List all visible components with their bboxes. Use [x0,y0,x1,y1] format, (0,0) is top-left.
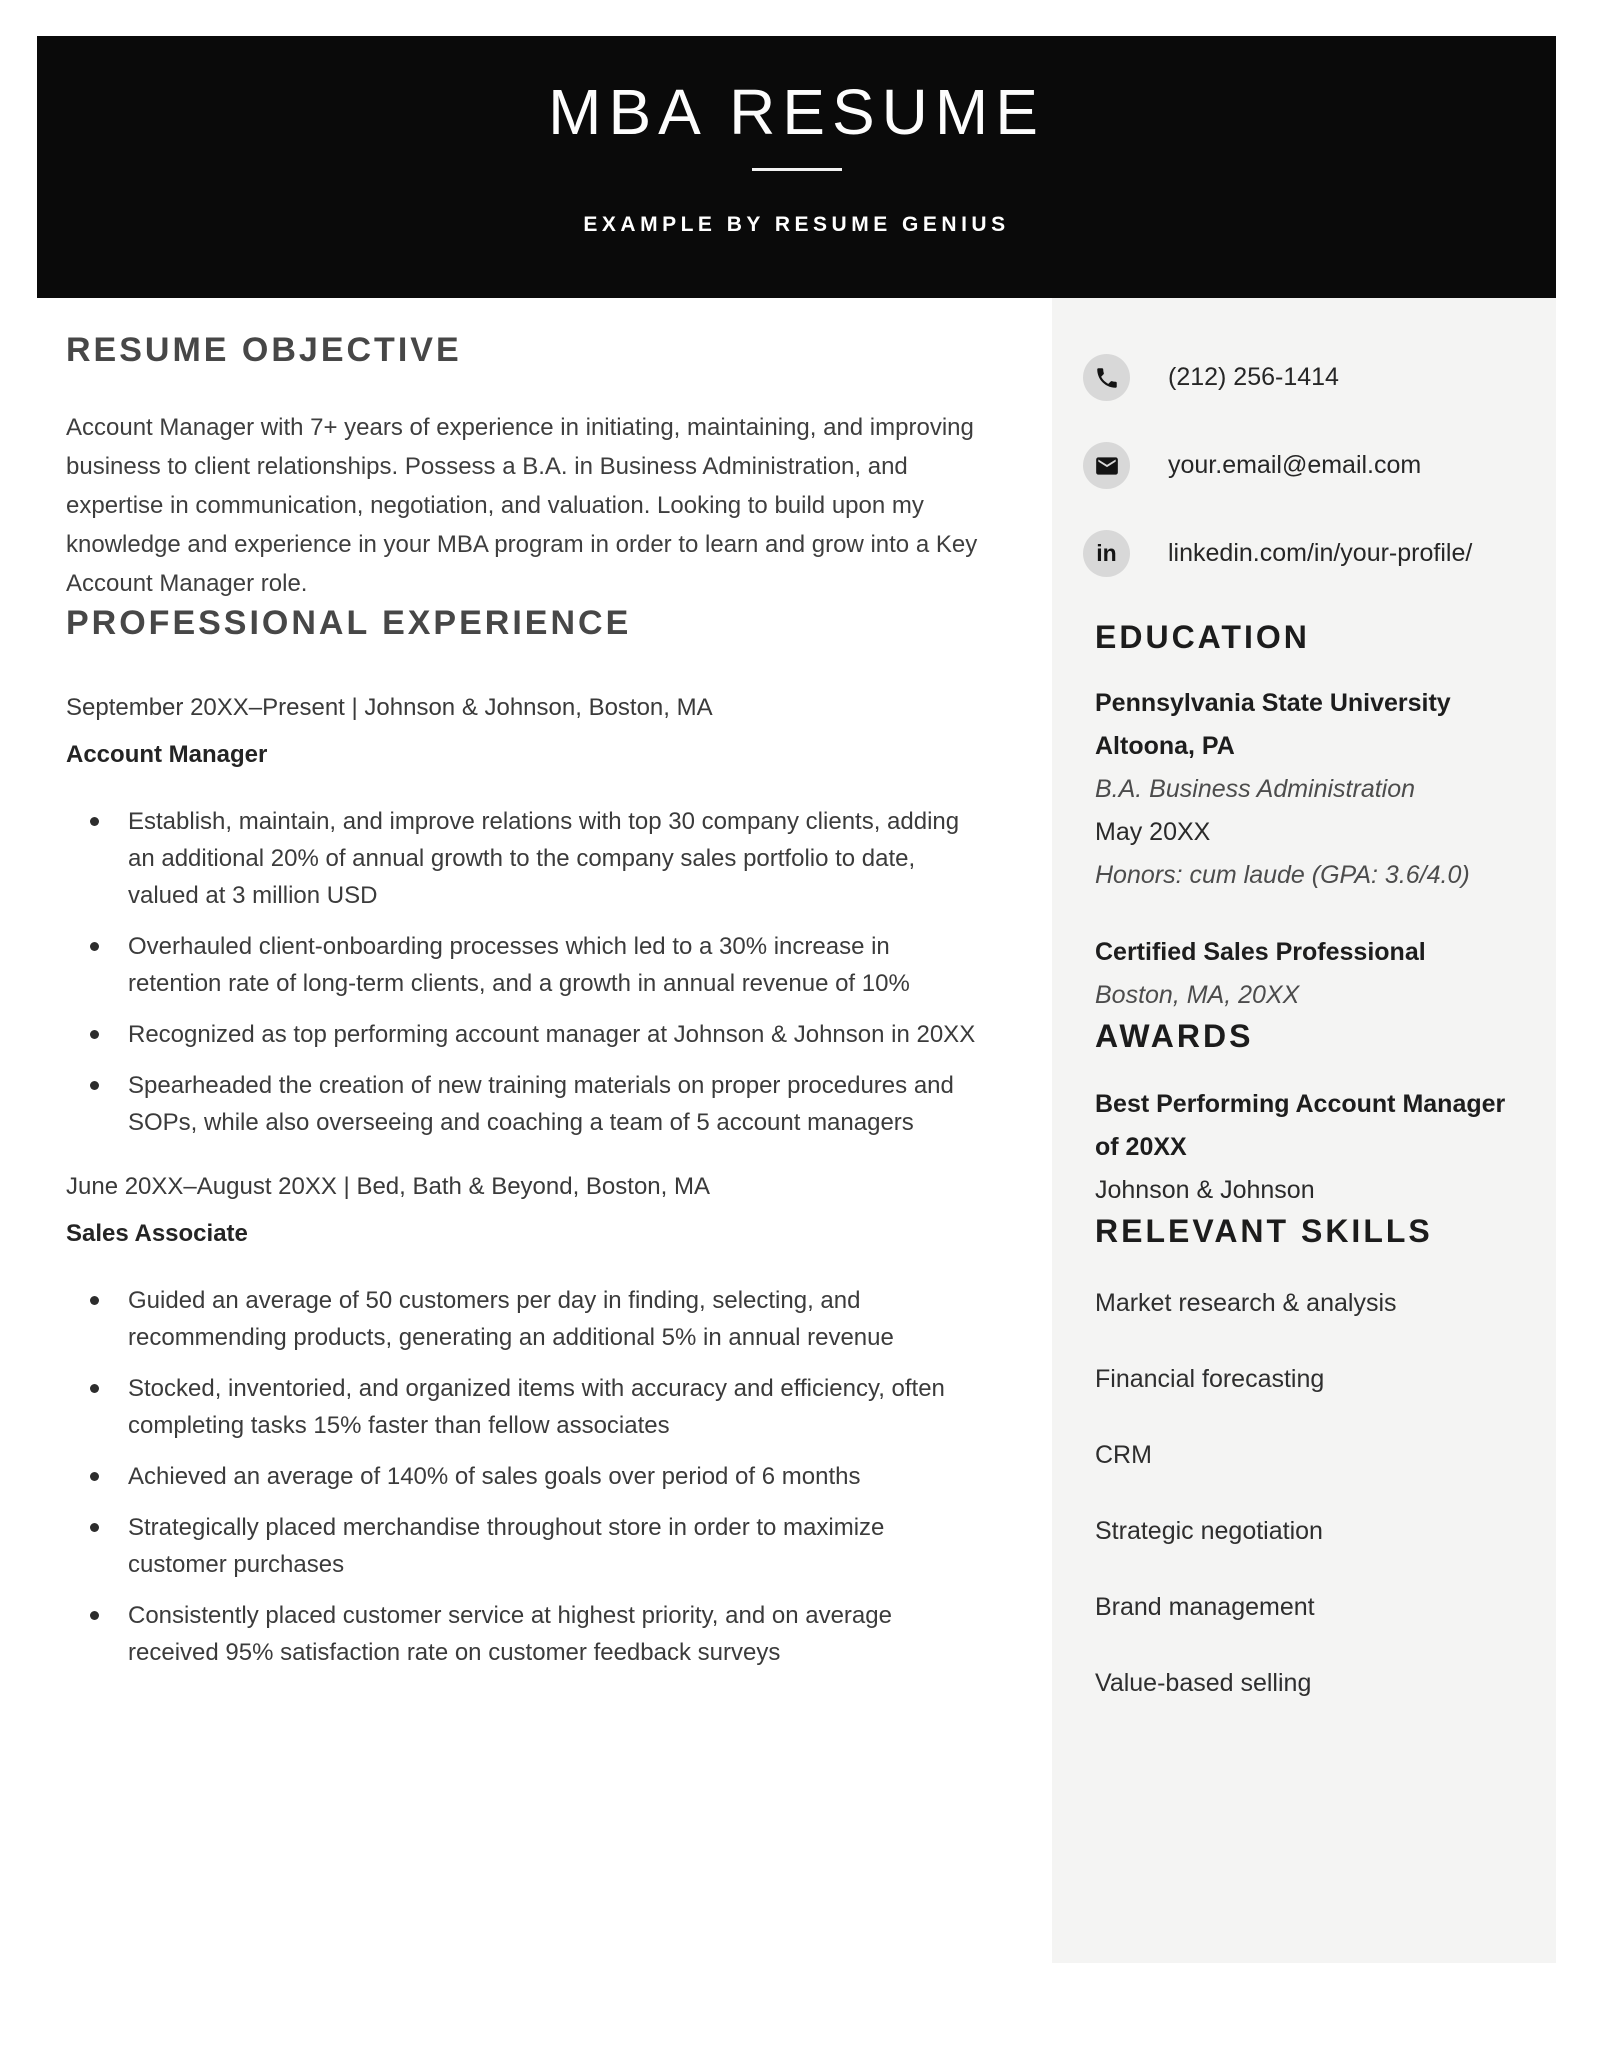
job-title: Account Manager [66,741,268,768]
linkedin-icon: in [1083,530,1130,577]
skill-item: Market research & analysis [1095,1289,1397,1317]
education-honors: Honors: cum laude (GPA: 3.6/4.0) [1095,861,1470,889]
page-title: MBA RESUME [548,76,1045,148]
certification-title: Certified Sales Professional [1095,938,1426,966]
job-bullet: Achieved an average of 140% of sales goals over period of 6 months [66,1458,976,1495]
title-underline [752,168,842,171]
job-title: Sales Associate [66,1220,248,1247]
education-degree: B.A. Business Administration [1095,775,1416,803]
job-bullet: Recognized as top performing account manager at Johnson & Johnson in 20XX [66,1016,976,1053]
professional-experience-heading: PROFESSIONAL EXPERIENCE [66,604,632,642]
phone-number: (212) 256-1414 [1168,363,1339,391]
skill-item: CRM [1095,1441,1152,1469]
job-meta: June 20XX–August 20XX | Bed, Bath & Beyond, Boston, MA [66,1173,710,1200]
awards-heading: AWARDS [1095,1018,1254,1054]
skill-item: Financial forecasting [1095,1365,1325,1393]
contact-row-linkedin [1083,530,1540,577]
award-title: Best Performing Account Manager of 20XX [1095,1090,1506,1161]
phone-icon [1083,354,1130,401]
skill-item: Value-based selling [1095,1669,1312,1697]
education-school: Pennsylvania State University Altoona, PA [1095,689,1451,760]
skill-item: Strategic negotiation [1095,1517,1323,1545]
email-icon [1083,442,1130,489]
resume-objective-heading: RESUME OBJECTIVE [66,331,462,369]
relevant-skills-heading: RELEVANT SKILLS [1095,1213,1433,1249]
job-bullet-list [66,1282,976,1671]
main-column [66,330,1016,1685]
job-bullet: Establish, maintain, and improve relations with top 30 company clients, adding an additional 20% of annual growth to the company sales portfolio to date, valued at 3 million USD [66,803,976,914]
sidebar-content [1095,618,1540,1698]
contact-row-email [1083,442,1540,489]
resume-objective-text: Account Manager with 7+ years of experience in initiating, maintaining, and improving business to client relationships. Possess a B.A. in Business Administration, and expertise in communication, negotiation, and valuation. Looking to build upon my knowledge and experience in your MBA program in order to learn and grow into a Key Account Manager role. [66,414,978,597]
header-banner [37,36,1556,298]
job-bullet: Spearheaded the creation of new training materials on proper procedures and SOPs, while also overseeing and coaching a team of 5 account managers [66,1067,976,1141]
job-bullet: Guided an average of 50 customers per day in finding, selecting, and recommending products, generating an additional 5% in annual revenue [66,1282,976,1356]
job-bullet: Stocked, inventoried, and organized items with accuracy and efficiency, often completing tasks 15% faster than fellow associates [66,1370,976,1444]
education-date: May 20XX [1095,818,1211,846]
certification-location: Boston, MA, 20XX [1095,981,1300,1009]
job-meta: September 20XX–Present | Johnson & Johnson, Boston, MA [66,694,713,721]
job-bullet-list [66,803,976,1141]
education-heading: EDUCATION [1095,619,1310,655]
contact-row-phone [1083,354,1540,401]
page-subtitle: EXAMPLE BY RESUME GENIUS [583,213,1010,236]
job-bullet: Overhauled client-onboarding processes which led to a 30% increase in retention rate of long-term clients, and a growth in annual revenue of 10% [66,928,976,1002]
job-bullet: Strategically placed merchandise throughout store in order to maximize customer purchases [66,1509,976,1583]
sidebar [1052,298,1556,1963]
email-address: your.email@email.com [1168,451,1422,479]
award-organization: Johnson & Johnson [1095,1176,1315,1204]
job-bullet: Consistently placed customer service at highest priority, and on average received 95% satisfaction rate on customer feedback surveys [66,1597,976,1671]
skill-item: Brand management [1095,1593,1315,1621]
linkedin-url: linkedin.com/in/your-profile/ [1168,539,1473,567]
